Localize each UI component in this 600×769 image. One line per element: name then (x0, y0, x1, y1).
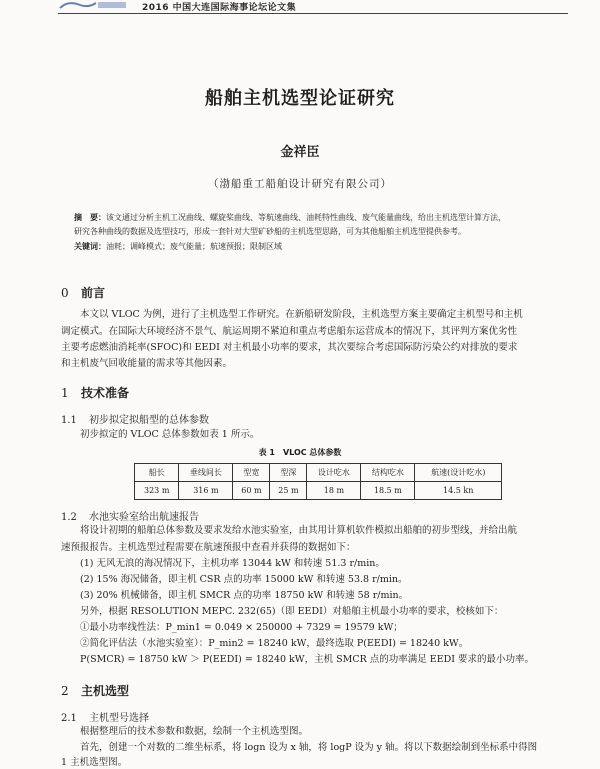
table-header-cell: 结构吃水 (361, 464, 415, 482)
s21-line-2: 首先，创建一个对数的二维坐标系，将 logn 设为 x 轴，将 logP 设为 y 轴。将以下数据绘制到坐标系中得图 (80, 742, 538, 753)
list-item: (1) 无风无浪的海况情况下，主机功率 13044 kW 和转速 51.3 r/min。 (80, 558, 385, 569)
resolution-line: 另外，根据 RESOLUTION MEPC. 232(65)（即 EEDI）对船舶主机最小功率的要求，校核如下： (80, 606, 504, 617)
section-title: 技术准备 (81, 386, 130, 400)
conference-logo (58, 0, 128, 10)
paper-author: 金祥臣 (280, 145, 320, 160)
table-row (135, 482, 502, 500)
formula-2: ②简化评估法（水池实验室）：P_min2 = 18240 kW，最终选取 P(EEDI) = 18240 kW。 (80, 638, 469, 649)
table-header-cell: 航速(设计吃水) (415, 464, 502, 482)
section-title: 主机型号选择 (89, 713, 149, 724)
intro-line-1: 本文以 VLOC 为例，进行了主机选型工作研究。在新船研发阶段，主机选型方案主要确定主机型号和主机 (80, 309, 523, 320)
table-cell: 18 m (307, 482, 361, 500)
list-item: (3) 20% 机械储备，即主机 SMCR 点的功率 18750 kW 和转速 58 r/min。 (80, 590, 409, 601)
section-1-2-heading (61, 508, 199, 523)
table-cell: 25 m (270, 482, 307, 500)
table-cell: 14.5 kn (415, 482, 502, 500)
section-title: 主机选型 (81, 684, 130, 698)
running-header (0, 0, 600, 14)
section-number: 1.1 (61, 415, 77, 426)
section-2-heading (61, 682, 129, 699)
keywords-label: 关键词： (74, 242, 106, 251)
section-2-1-heading (61, 709, 149, 724)
section-number: 1.2 (61, 512, 77, 523)
s12-line-2: 速预报报告。主机选型过程需要在航速预报中查看并获得的数据如下： (61, 542, 356, 553)
section-1-heading (61, 384, 129, 401)
table-caption: 表 1 VLOC 总体参数 (258, 448, 342, 457)
table-header-cell: 设计吃水 (307, 464, 361, 482)
abstract-line-2: 研究各种曲线的数据及选型技巧，形成一套针对大型矿砂船的主机选型思路，可为其他船舶主机选型提供参考。 (74, 227, 466, 236)
intro-line-3: 主要考虑燃油消耗率(SFOC)和 EEDI 对主机最小功率的要求，其次要综合考虑国际防污染公约对排放的要求 (61, 342, 518, 353)
table-cell: 18.5 m (361, 482, 415, 500)
keywords-line (74, 241, 564, 253)
s21-line-3: 1 主机选型图。 (61, 757, 128, 768)
conclusion-line: P(SMCR) = 18750 kW ＞ P(EEDI) = 18240 kW，主机 SMCR 点的功率满足 EEDI 要求的最小功率。 (80, 654, 535, 665)
table-cell: 316 m (179, 482, 233, 500)
section-number: 2.1 (61, 713, 77, 724)
table-header-cell: 型宽 (233, 464, 270, 482)
s21-line-1: 根据整理后的技术参数和数据，绘制一个主机选型图。 (80, 726, 309, 737)
section-title: 前言 (81, 286, 106, 300)
formula-1: ①最小功率线性法：P_min1 = 0.049 × 250000 + 7329 = 19579 kW； (80, 622, 403, 633)
section-1-1-heading (61, 411, 209, 426)
table-cell: 323 m (135, 482, 179, 500)
section-title: 初步拟定拟船型的总体参数 (89, 415, 209, 426)
paper-affiliation: （渤船重工船舶设计研究有限公司） (208, 178, 392, 190)
keywords-text: 油耗；调峰模式；废气能量；航速预报；限制区域 (106, 242, 282, 251)
abstract-text-1: 该文通过分析主机工况曲线、螺旋桨曲线、等航速曲线、油耗特性曲线、废气能量曲线，给出主机选型计算方法， (106, 213, 506, 222)
table-header-cell: 垂线间长 (179, 464, 233, 482)
table-header-row (135, 464, 502, 482)
list-item: (2) 15% 海况储备，即主机 CSR 点的功率 15000 kW 和转速 53.8 r/min。 (80, 574, 408, 585)
table-cell: 60 m (233, 482, 270, 500)
intro-line-4: 和主机废气回收能量的需求等其他因素。 (61, 358, 233, 369)
s12-line-1: 将设计初期的船舶总体参数及要求发给水池实验室，由其用计算机软件模拟出船舶的初步型线，并给出航 (80, 525, 518, 536)
paper-title: 船舶主机选型论证研究 (205, 88, 395, 109)
header-text: 2016 中国大连国际海事论坛论文集 (142, 3, 297, 13)
abstract-label: 摘 要： (74, 213, 106, 222)
abstract-line-1 (74, 212, 564, 224)
table-header-cell: 型深 (270, 464, 307, 482)
section-title: 水池实验室给出航速报告 (89, 512, 199, 523)
section-number: 1 (61, 386, 69, 400)
section-0-heading (61, 284, 105, 301)
section-number: 2 (61, 684, 69, 698)
parameter-table (134, 463, 502, 500)
intro-line-2: 调定模式。在国际大环境经济不景气、航运周期不紧迫和重点考虑船东运营成本的情况下，其评判方案优劣性 (61, 326, 518, 337)
header-rule (58, 13, 568, 14)
section-number: 0 (61, 286, 69, 300)
s11-text: 初步拟定的 VLOC 总体参数如表 1 所示。 (80, 429, 260, 440)
table-header-cell: 船长 (135, 464, 179, 482)
